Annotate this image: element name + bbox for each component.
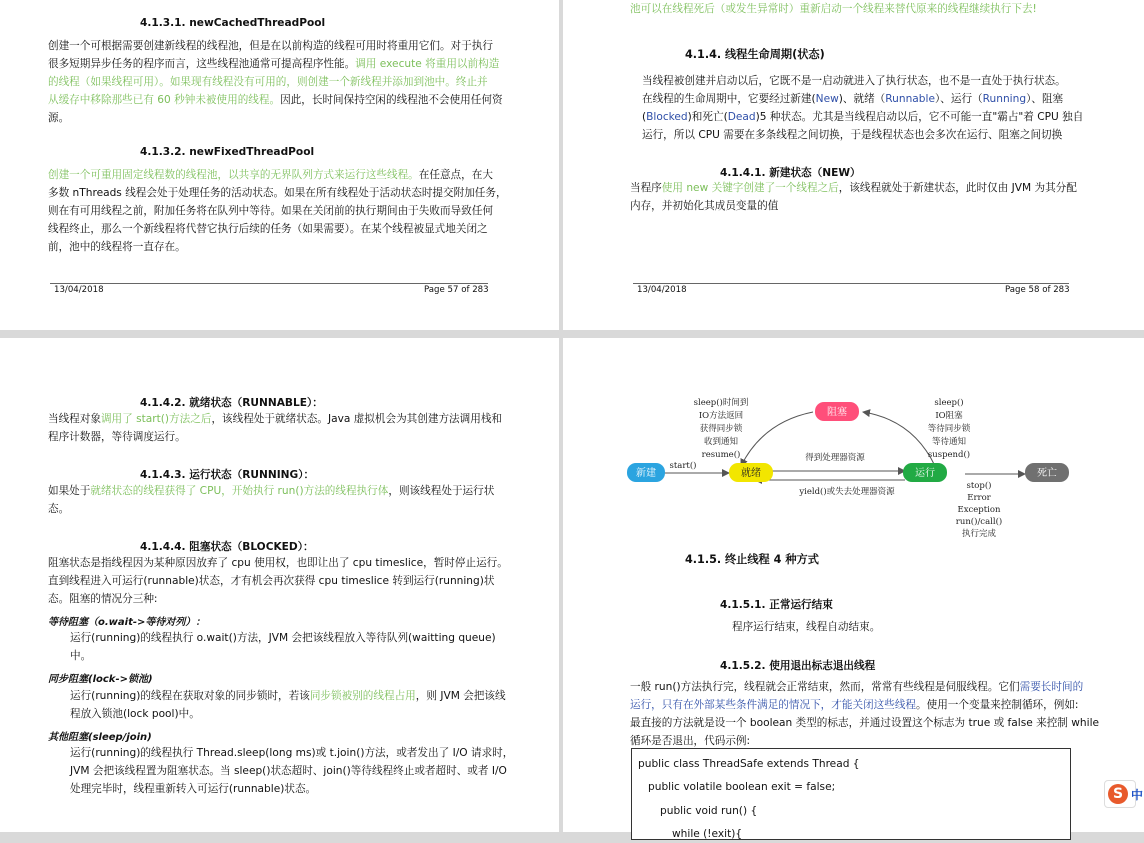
- heading-blocked-state: 4.1.4.4. 阻塞状态（BLOCKED）：: [140, 541, 314, 553]
- page-57: [0, 0, 559, 330]
- arrow-block-to-ready: [741, 412, 813, 466]
- code-block: [631, 748, 1071, 840]
- paragraph-line: 运行(running)的线程执行 o.wait()方法，JVM 会把该线程放入等待队列(waitting queue): [70, 632, 496, 644]
- subheading-wait-block: 等待阻塞（o.wait->等待对列）：: [48, 617, 206, 628]
- heading-newcachedthreadpool: 4.1.3.1. newCachedThreadPool: [140, 17, 326, 29]
- paragraph-line: 运行(running)的线程在获取对象的同步锁时，若该同步锁被别的线程占用，则 JVM 会把该线: [70, 690, 506, 702]
- footer-date: 13/04/2018: [637, 285, 687, 295]
- paragraph-line: 的线程（如果线程可用）。如果现有线程没有可用的，则创建一个新线程并添加到池中。终止并: [48, 76, 488, 88]
- paragraph-line: 循环是否退出，代码示例:: [630, 735, 751, 747]
- label-get-cpu: 得到处理器资源: [805, 453, 865, 463]
- label-left-1: sleep()时间到: [693, 398, 749, 408]
- paragraph-line: 线程终止，那么一个新线程将代替它执行后续的任务（如果需要）。在某个线程被显式地关闭之: [48, 223, 488, 235]
- subheading-other-block: 其他阻塞(sleep/join): [48, 732, 152, 743]
- label-dead-4: run()/call(): [955, 517, 1003, 527]
- footer-page-number: Page 57 of 283: [424, 285, 489, 295]
- footer-page-number: Page 58 of 283: [1005, 285, 1070, 295]
- sogou-logo-icon[interactable]: S: [1108, 784, 1128, 804]
- paragraph-line: 当程序使用 new 关键字创建了一个线程之后，该线程就处于新建状态，此时仅由 JVM 为其分配: [630, 182, 1077, 194]
- paragraph-line: JVM 会把该线程置为阻塞状态。当 sleep()状态超时、join()等待线程终止或者超时、或者 I/O: [70, 765, 507, 777]
- label-start: start(): [669, 461, 697, 471]
- paragraph-line: 池可以在线程死后（或发生异常时）重新启动一个线程来替代原来的线程继续执行下去!: [630, 3, 1037, 15]
- heading-thread-lifecycle: 4.1.4. 线程生命周期(状态): [685, 48, 825, 61]
- paragraph-line: 内存，并初始化其成员变量的值: [630, 200, 779, 212]
- label-left-4: 收到通知: [703, 437, 739, 447]
- heading-exit-flag: 4.1.5.2. 使用退出标志退出线程: [720, 660, 876, 672]
- paragraph-line: 多数 nThreads 线程会处于处理任务的活动状态。如果在所有线程处于活动状态时提交附加任务，: [48, 187, 507, 199]
- label-right-4: 等待通知: [931, 437, 967, 447]
- paragraph-line: 在线程的生命周期中，它要经过新建(New)、就绪（Runnable）、运行（Running）、阻塞: [642, 93, 1064, 105]
- paragraph-line: 中。: [70, 650, 92, 662]
- label-yield: yield()或失去处理器资源: [799, 487, 895, 497]
- code-line: public void run() {: [660, 805, 758, 817]
- label-right-3: 等待同步锁: [927, 424, 971, 434]
- label-right-2: IO阻塞: [935, 411, 963, 421]
- paragraph-line: 最直接的方法就是设一个 boolean 类型的标志，并通过设置这个标志为 true 或 false 来控制 while: [630, 717, 1100, 729]
- paragraph-line: 运行，所以 CPU 需要在多条线程之间切换，于是线程状态也会多次在运行、阻塞之间切换: [642, 129, 1063, 141]
- heading-terminate-thread: 4.1.5. 终止线程 4 种方式: [685, 553, 819, 566]
- paragraph-line: 处理完毕时，线程重新转入可运行(runnable)状态。: [70, 783, 317, 795]
- heading-running-state: 4.1.4.3. 运行状态（RUNNING）：: [140, 469, 315, 481]
- heading-runnable-state: 4.1.4.2. 就绪状态（RUNNABLE）：: [140, 397, 323, 409]
- paragraph-line: 运行(running)的线程执行 Thread.sleep(long ms)或 t.join()方法，或者发出了 I/O 请求时，: [70, 747, 514, 759]
- ime-chinese-mode-toggle[interactable]: 中: [1131, 788, 1144, 802]
- paragraph-line: 则在有可用线程之前，附加任务将在队列中等待。如果在关闭前的执行期间由于失败而导致任何: [48, 205, 493, 217]
- paragraph-line: 阻塞状态是指线程因为某种原因放弃了 cpu 使用权，也即让出了 cpu timeslice，暂时停止运行。: [48, 557, 508, 569]
- paragraph-line: 前，池中的线程将一直存在。: [48, 241, 186, 253]
- state-new-label: 新建: [636, 468, 656, 479]
- paragraph-line: 当线程被创建并启动以后，它既不是一启动就进入了执行状态，也不是一直处于执行状态。: [642, 75, 1066, 87]
- page-59: [0, 338, 559, 832]
- paragraph-line: 如果处于就绪状态的线程获得了 CPU，开始执行 run()方法的线程执行体，则该线程处于运行状: [48, 485, 495, 497]
- label-dead-2: Error: [967, 493, 991, 503]
- heading-normal-end: 4.1.5.1. 正常运行结束: [720, 599, 833, 611]
- label-dead-3: Exception: [957, 505, 1001, 515]
- page-58: [563, 0, 1144, 330]
- code-line: while (!exit){: [672, 828, 743, 840]
- footer-rule: [50, 283, 488, 284]
- state-dead-label: 死亡: [1037, 468, 1057, 479]
- paragraph-line: 运行，只有在外部某些条件满足的情况下，才能关闭这些线程。使用一个变量来控制循环，例如:: [630, 699, 1079, 711]
- paragraph-line: 当线程对象调用了 start()方法之后，该线程处于就绪状态。Java 虚拟机会为其创建方法调用栈和: [48, 413, 503, 425]
- paragraph-line: 程序计数器，等待调度运行。: [48, 431, 186, 443]
- paragraph-line: 创建一个可重用固定线程数的线程池，以共享的无界队列方式来运行这些线程。在任意点，在大: [48, 169, 493, 181]
- ime-toolbar[interactable]: [1104, 780, 1144, 808]
- code-line: public volatile boolean exit = false;: [648, 781, 836, 793]
- state-ready-label: 就绪: [741, 468, 761, 479]
- paragraph-line: 很多短期异步任务的程序而言，这些线程池通常可提高程序性能。调用 execute 将重用以前构造: [48, 58, 500, 70]
- heading-newfixedthreadpool: 4.1.3.2. newFixedThreadPool: [140, 146, 315, 158]
- paragraph-line: 直到线程进入可运行(runnable)状态，才有机会再次获得 cpu timeslice 转到运行(running)状: [48, 575, 495, 587]
- paragraph-line: 从缓存中移除那些已有 60 秒钟未被使用的线程。因此，长时间保持空闲的线程池不会使用任何资: [48, 94, 503, 106]
- label-dead-1: stop(): [966, 481, 992, 491]
- code-line: public class ThreadSafe extends Thread {: [638, 758, 860, 770]
- paragraph-line: 程放入锁池(lock pool)中。: [70, 708, 200, 720]
- paragraph-line: 源。: [48, 112, 70, 124]
- paragraph-line: 态。阻塞的情况分三种:: [48, 593, 158, 605]
- paragraph-line: 一般 run()方法执行完，线程就会正常结束，然而，常常有些线程是伺服线程。它们需要长时间的: [630, 681, 1084, 693]
- thread-state-diagram: [623, 390, 1083, 540]
- label-left-2: IO方法返回: [698, 411, 744, 421]
- arrow-run-to-block: [863, 412, 935, 466]
- footer-rule: [633, 283, 1069, 284]
- label-left-3: 获得同步锁: [699, 424, 743, 434]
- label-right-5: suspend(): [927, 450, 971, 460]
- page-60: [563, 338, 1144, 840]
- paragraph-line: (Blocked)和死亡(Dead)5 种状态。尤其是当线程启动以后，它不可能一直"霸占"着 CPU 独自: [642, 111, 1084, 123]
- heading-new-state: 4.1.4.1. 新建状态（NEW）: [720, 167, 861, 179]
- paragraph-line: 创建一个可根据需要创建新线程的线程池，但是在以前构造的线程可用时将重用它们。对于执行: [48, 40, 493, 52]
- label-dead-5: 执行完成: [961, 529, 997, 539]
- paragraph-line: 态。: [48, 503, 70, 515]
- state-run-label: 运行: [915, 468, 935, 479]
- footer-date: 13/04/2018: [54, 285, 104, 295]
- paragraph-line: 程序运行结束，线程自动结束。: [732, 621, 881, 633]
- label-right-1: sleep(): [934, 398, 964, 408]
- state-block-label: 阻塞: [827, 407, 847, 418]
- label-left-5: resume(): [701, 450, 741, 460]
- subheading-sync-block: 同步阻塞(lock->锁池): [48, 674, 153, 685]
